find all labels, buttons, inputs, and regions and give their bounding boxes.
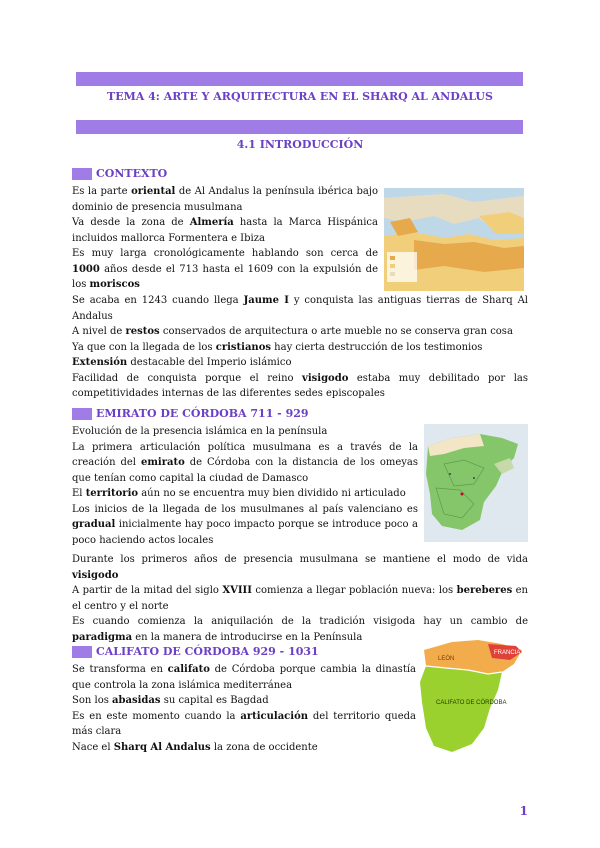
paragraph-line	[72, 424, 418, 440]
text-run: Son los	[72, 695, 113, 706]
paragraph-line	[72, 502, 418, 549]
text-run: Durante los primeros años de presencia musulmana se mantiene el modo de vida	[72, 554, 528, 565]
text-run: Los inicios de la llegada de los musulmanes al país valenciano es	[72, 503, 418, 515]
text-run: Facilidad de conquista porque el reino	[72, 372, 303, 384]
section-heading-emirato	[72, 407, 309, 420]
paragraph-line	[72, 293, 528, 324]
bold-term: articulación	[240, 710, 309, 722]
section-body-emirato-wrapped	[72, 424, 418, 548]
text-run: años desde el 713 hasta el 1609 con la expulsión de los	[72, 263, 378, 290]
map-emirato-cordoba	[424, 424, 528, 542]
text-run: en la manera de introducirse en la Península	[132, 631, 363, 643]
section-subtitle: 4.1 INTRODUCCIÓN	[236, 138, 364, 151]
bold-term: califato	[167, 664, 210, 675]
text-run: El	[72, 488, 86, 499]
paragraph-line	[72, 355, 528, 371]
bold-term: restos	[125, 326, 160, 337]
text-run: Va desde la zona de	[72, 217, 190, 228]
bold-term: bereberes	[456, 585, 513, 596]
text-run: inicialmente hay poco impacto porque se introduce poco a poco haciendo actos locales	[72, 519, 418, 546]
section-heading-contexto	[72, 167, 167, 180]
text-run: Se transforma en	[72, 664, 168, 675]
map-label-francia: FRANCIA	[494, 650, 521, 656]
heading-marker	[72, 646, 92, 658]
text-run: destacable del Imperio islámico	[127, 357, 292, 368]
bold-term: moriscos	[89, 279, 140, 290]
text-run: Es en este momento cuando la	[72, 710, 241, 722]
text-run: de Córdoba porque cambia la dinastía que controla la zona islámica mediterránea	[72, 664, 416, 691]
section-body-califato	[72, 662, 416, 755]
heading-marker	[72, 168, 92, 180]
section-heading-text: CALIFATO DE CÓRDOBA 929 - 1031	[96, 645, 319, 658]
text-run: de Al Andalus la península ibérica bajo dominio de presencia musulmana	[72, 186, 378, 213]
section-body-contexto-wrapped	[72, 184, 378, 293]
section-body-contexto	[72, 293, 528, 402]
text-run: Evolución de la presencia islámica en la península	[72, 426, 328, 437]
text-run: conservados de arquitectura o arte mueble no se conserva gran cosa	[159, 326, 513, 337]
page-number: 1	[519, 804, 528, 818]
bold-term: gradual	[72, 519, 116, 530]
text-run: A nivel de	[72, 326, 126, 337]
section-heading-califato	[72, 645, 319, 658]
page-title: TEMA 4: ARTE Y ARQUITECTURA EN EL SHARQ AL ANDALUS	[107, 90, 493, 103]
header-band-bottom	[76, 120, 523, 134]
text-run: Es muy larga cronológicamente hablando son cerca de	[72, 248, 378, 259]
paragraph-line	[72, 184, 378, 215]
text-run: comienza a llegar población nueva: los	[251, 585, 457, 596]
paragraph-line	[72, 486, 418, 502]
text-run: del territorio queda más clara	[72, 710, 416, 737]
text-run: A partir de la mitad del siglo	[72, 585, 223, 596]
bold-term: Sharq Al Andalus	[113, 741, 211, 753]
text-run: hasta la Marca Hispánica incluidos mallorca Formentera e Ibiza	[72, 217, 378, 244]
map-label-leon: LEÓN	[438, 656, 455, 662]
text-run: Ya que con la llegada de los	[72, 341, 216, 353]
text-run: de Córdoba con la distancia de los omeyas que tenían como capital la ciudad de Damasco	[72, 457, 418, 484]
bold-term: emirato	[140, 457, 185, 468]
paragraph-line	[72, 693, 416, 709]
text-run: y conquista las antiguas tierras de Sharq Al Andalus	[72, 295, 528, 322]
bold-term: visigodo	[72, 569, 119, 581]
text-run: estaba muy debilitado por las competitividades internas de las diferentes sedes episcopales	[72, 372, 528, 399]
paragraph-line	[72, 440, 418, 487]
bold-term: Jaume I	[243, 295, 289, 306]
text-run: Es la parte	[72, 186, 132, 197]
text-run: en el centro y el norte	[72, 585, 528, 612]
bold-term: Extensión	[72, 357, 128, 368]
bold-term: paradigma	[72, 631, 133, 643]
header-band-top	[76, 72, 523, 86]
paragraph-line	[72, 215, 378, 246]
section-heading-text: EMIRATO DE CÓRDOBA 711 - 929	[96, 407, 309, 420]
bold-term: XVIII	[222, 585, 252, 596]
text-run: Se acaba en 1243 cuando llega	[72, 295, 244, 306]
bold-term: abasidas	[112, 695, 161, 706]
bold-term: oriental	[131, 186, 176, 197]
text-run: La primera articulación política musulmana es a través de la creación del	[72, 441, 418, 468]
section-heading-text: CONTEXTO	[96, 167, 168, 180]
paragraph-line	[72, 340, 528, 356]
map-islamic-expansion	[384, 188, 524, 291]
text-run: la zona de occidente	[210, 741, 318, 753]
paragraph-line	[72, 324, 528, 340]
paragraph-line	[72, 662, 416, 693]
paragraph-line	[72, 740, 416, 756]
text-run: Nace el	[72, 741, 114, 753]
text-run: aún no se encuentra muy bien dividido ni articulado	[138, 488, 406, 499]
paragraph-line	[72, 246, 378, 293]
map-califato-cordoba	[418, 632, 528, 760]
text-run: hay cierta destrucción de los testimonios	[271, 341, 483, 353]
bold-term: visigodo	[302, 372, 349, 384]
paragraph-line	[72, 371, 528, 402]
bold-term: territorio	[85, 488, 139, 499]
paragraph-line	[72, 583, 528, 614]
heading-marker	[72, 408, 92, 420]
text-run: su capital es Bagdad	[160, 695, 269, 706]
map-label-califato: CALIFATO DE CÓRDOBA	[436, 700, 507, 706]
text-run: Es cuando comienza la aniquilación de la tradición visigoda hay un cambio de	[72, 616, 528, 627]
bold-term: Almería	[189, 217, 234, 228]
paragraph-line	[72, 552, 528, 583]
paragraph-line	[72, 709, 416, 740]
bold-term: cristianos	[215, 341, 271, 353]
bold-term: 1000	[72, 263, 100, 275]
